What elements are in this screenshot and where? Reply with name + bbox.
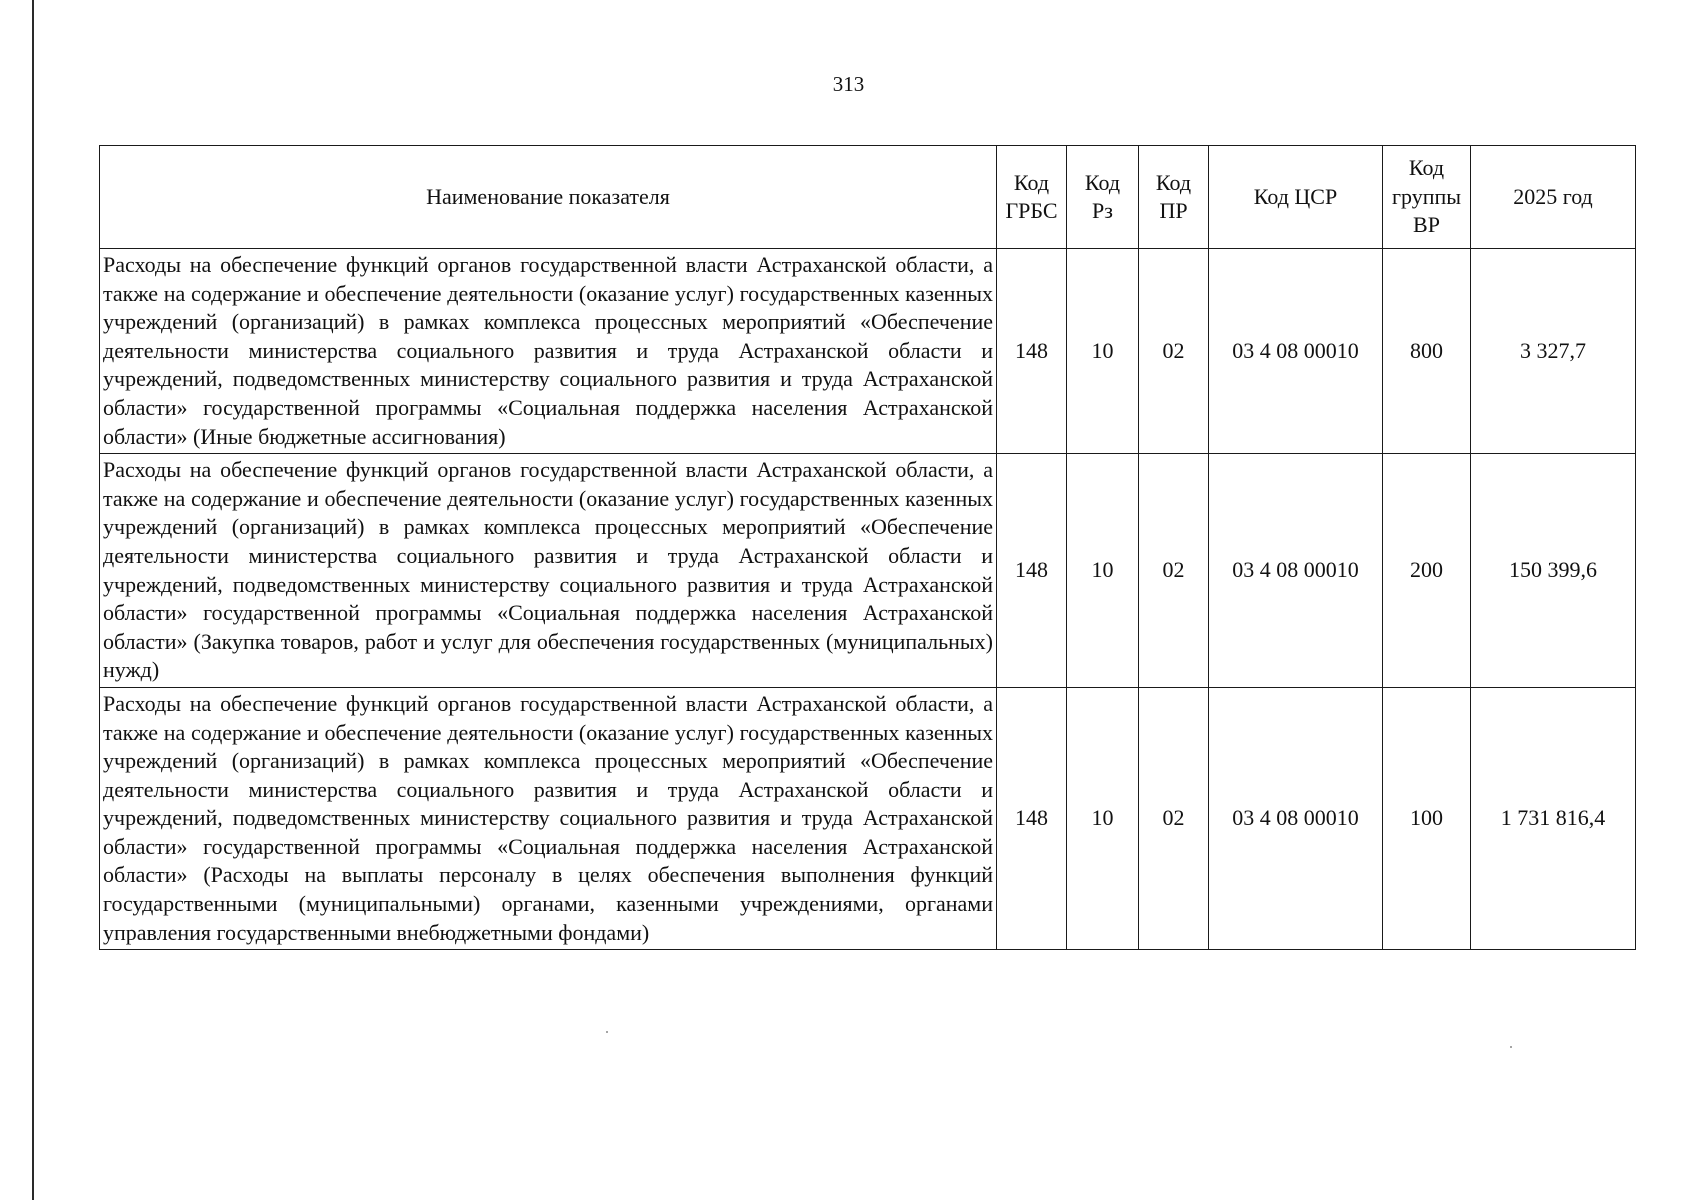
row-grbs-cell: 148 — [997, 249, 1067, 454]
row-name-cell: Расходы на обеспечение функций органов государственной власти Астраханской области, а также на содержание и обеспечение деятельности (оказание услуг) государственных казенных учреждений (организаций) в рамках комплекса процессных мероприятий «Обеспечение деятельности министерства социального развития и труда Астраханской области и учреждений, подведомственных министерству социального развития и труда Астраханской области» государственной программы «Социальная поддержка населения Астраханской области» (Расходы на выплаты персоналу в целях обеспечения выполнения функций государственными (муниципальными) органами, казенными учреждениями, органами управления государственными внебюджетными фондами) — [100, 687, 997, 949]
row-vr-cell: 200 — [1383, 454, 1471, 688]
header-vr-line-2: группы — [1391, 183, 1462, 209]
row-rz-cell: 10 — [1067, 454, 1139, 688]
row-pr-cell: 02 — [1139, 454, 1209, 688]
row-csr-cell: 03 4 08 00010 — [1209, 687, 1383, 949]
header-pr-line-1: Код — [1155, 169, 1192, 195]
scan-speck — [606, 1031, 608, 1033]
table-row — [100, 249, 1636, 454]
page-number: 313 — [832, 72, 865, 96]
row-csr-cell: 03 4 08 00010 — [1209, 249, 1383, 454]
row-rz-cell: 10 — [1067, 687, 1139, 949]
row-pr-cell: 02 — [1139, 687, 1209, 949]
row-vr-cell: 800 — [1383, 249, 1471, 454]
header-csr — [1209, 146, 1383, 249]
header-name-label: Наименование показателя — [426, 183, 670, 209]
binding-edge-line — [32, 0, 34, 1200]
header-vr-line-1: Код — [1408, 155, 1445, 181]
header-name — [100, 146, 997, 249]
budget-table — [99, 145, 1636, 950]
header-year-label: 2025 год — [1513, 183, 1593, 209]
header-rz-line-1: Код — [1084, 169, 1121, 195]
header-rz-line-2: Рз — [1092, 198, 1113, 223]
scan-speck — [1510, 1046, 1512, 1048]
header-vr — [1383, 146, 1471, 249]
row-amount-cell: 150 399,6 — [1471, 454, 1636, 688]
table-header-row — [100, 146, 1636, 249]
row-amount-cell: 1 731 816,4 — [1471, 687, 1636, 949]
header-pr — [1139, 146, 1209, 249]
table-row — [100, 687, 1636, 949]
header-rz — [1067, 146, 1139, 249]
header-grbs-line-1: Код — [1013, 169, 1050, 195]
row-name-cell: Расходы на обеспечение функций органов государственной власти Астраханской области, а также на содержание и обеспечение деятельности (оказание услуг) государственных казенных учреждений (организаций) в рамках комплекса процессных мероприятий «Обеспечение деятельности министерства социального развития и труда Астраханской области и учреждений, подведомственных министерству социального развития и труда Астраханской области» государственной программы «Социальная поддержка населения Астраханской области» (Иные бюджетные ассигнования) — [100, 249, 997, 454]
row-vr-cell: 100 — [1383, 687, 1471, 949]
header-pr-line-2: ПР — [1159, 198, 1188, 223]
header-grbs-line-2: ГРБС — [1005, 198, 1058, 223]
header-year — [1471, 146, 1636, 249]
row-name-cell: Расходы на обеспечение функций органов государственной власти Астраханской области, а также на содержание и обеспечение деятельности (оказание услуг) государственных казенных учреждений (организаций) в рамках комплекса процессных мероприятий «Обеспечение деятельности министерства социального развития и труда Астраханской области и учреждений, подведомственных министерству социального развития и труда Астраханской области» государственной программы «Социальная поддержка населения Астраханской области» (Закупка товаров, работ и услуг для обеспечения государственных (муниципальных) нужд) — [100, 454, 997, 688]
header-vr-line-3: ВР — [1413, 212, 1440, 238]
table-row — [100, 454, 1636, 688]
row-pr-cell: 02 — [1139, 249, 1209, 454]
row-rz-cell: 10 — [1067, 249, 1139, 454]
row-amount-cell: 3 327,7 — [1471, 249, 1636, 454]
row-grbs-cell: 148 — [997, 687, 1067, 949]
header-csr-label: Код ЦСР — [1253, 183, 1338, 209]
row-grbs-cell: 148 — [997, 454, 1067, 688]
header-grbs — [997, 146, 1067, 249]
row-csr-cell: 03 4 08 00010 — [1209, 454, 1383, 688]
